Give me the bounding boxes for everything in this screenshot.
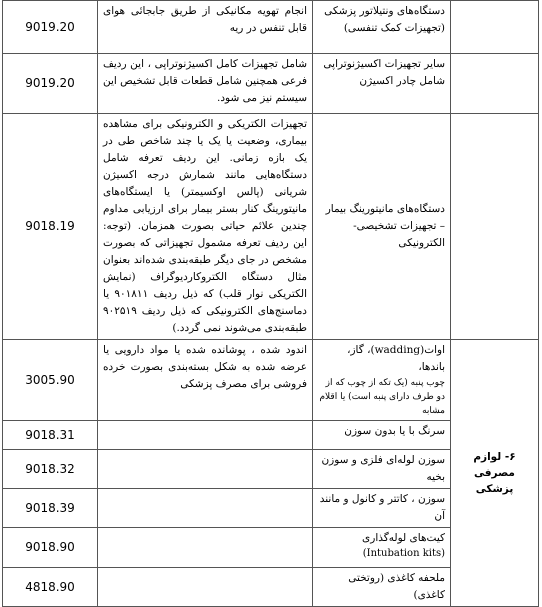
description-cell: شامل تجهیزات کامل اکسیژنوتراپی ، این ردیف فرعی همچنین شامل قطعات قابل تشخیص این سیستم نیز می شود.	[98, 54, 313, 114]
tariff-code: 9018.31	[3, 421, 98, 450]
item-name-cell: سوزن لوله‌ای فلزی و سوزن بخیه	[313, 450, 451, 489]
tariff-code: 9018.32	[3, 450, 98, 489]
item-name-cell: ملحفه کاغذی (روتختی کاغذی)	[313, 568, 451, 607]
category-cell: ۶- لوازم مصرفی پزشکی	[451, 340, 539, 607]
table-row	[3, 340, 539, 421]
table-row	[3, 1, 539, 54]
description-cell	[98, 528, 313, 568]
category-cell	[451, 1, 539, 54]
tariff-code: 9019.20	[3, 54, 98, 114]
description-cell: انجام تهویه مکانیکی از طریق جابجائی هوای قابل تنفس در ریه	[98, 1, 313, 54]
category-cell	[451, 114, 539, 340]
description-cell	[98, 450, 313, 489]
item-name-cell: سرنگ با یا بدون سوزن	[313, 421, 451, 450]
tariff-code: 9019.20	[3, 1, 98, 54]
tariff-table	[2, 0, 539, 607]
description-text: تجهیزات الکتریکی و الکترونیکی برای مشاهده بیماری، وضعیت یا یک یا چند شاخص طی در یک بازه زمانی. این ردیف تعرفه شامل دستگاه‌هایی مانند شمارش درجه اکسیژن شریانی (پالس اوکسیمتر) یا ایستگاه‌های مانیتورینگ کنار بستر بیمار برای ارزیابی مداوم چندین علائم حیاتی بصورت همزمان.	[103, 118, 308, 232]
table-row	[3, 114, 539, 340]
item-name-text: اوات(wadding)، گاز، باندها،	[347, 344, 445, 373]
description-cell: اندود شده ، پوشانده شده یا مواد دارویی یا عرضه شده به شکل بسته‌بندی بصورت خرده فروشی برای مصرف پزشکی	[98, 340, 313, 421]
tariff-code: 9018.19	[3, 114, 98, 340]
table-row	[3, 54, 539, 114]
tariff-code: 3005.90	[3, 340, 98, 421]
description-cell	[98, 489, 313, 528]
tariff-code: 9018.39	[3, 489, 98, 528]
item-name-cell: دستگاه‌های ونتیلاتور پزشکی (تجهیزات کمک تنفسی)	[313, 1, 451, 54]
description-note: (توجه: این ردیف تعرفه مشمول تجهیزاتی که بصورت مشخص در جای دیگر طبقه‌بندی شده‌اند بعنوان مثال دستگاه الکتروکاردیوگراف (نمایش الکتریکی نوار قلب) که ذیل ردیف ۹۰۱۸۱۱ یا دماسنج‌های الکترونیکی که ذیل ردیف ۹۰۲۵۱۹ طبقه‌بندی می‌شوند نمی گردد.)	[103, 220, 307, 334]
description-cell	[98, 568, 313, 607]
tariff-code: 9018.90	[3, 528, 98, 568]
item-name-cell	[313, 528, 451, 568]
item-name-detail: چوب پنبه (یک تکه از چوب که از دو طرف دارای پنبه است) یا اقلام مشابه	[319, 378, 445, 416]
item-name-detail: (Intubation kits)	[362, 548, 445, 559]
category-cell	[451, 54, 539, 114]
item-name-cell	[313, 340, 451, 421]
item-name-cell: دستگاه‌های مانیتورینگ بیمار – تجهیزات تشخیصی-الکترونیکی	[313, 114, 451, 340]
item-name-cell: سوزن ، کاتتر و کانول و مانند آن	[313, 489, 451, 528]
item-name-text: کیت‌های لوله‌گذاری	[362, 532, 445, 544]
description-cell	[98, 114, 313, 340]
description-cell	[98, 421, 313, 450]
tariff-code: 4818.90	[3, 568, 98, 607]
item-name-cell: سایر تجهیزات اکسیژنوتراپی شامل چادر اکسیژن	[313, 54, 451, 114]
